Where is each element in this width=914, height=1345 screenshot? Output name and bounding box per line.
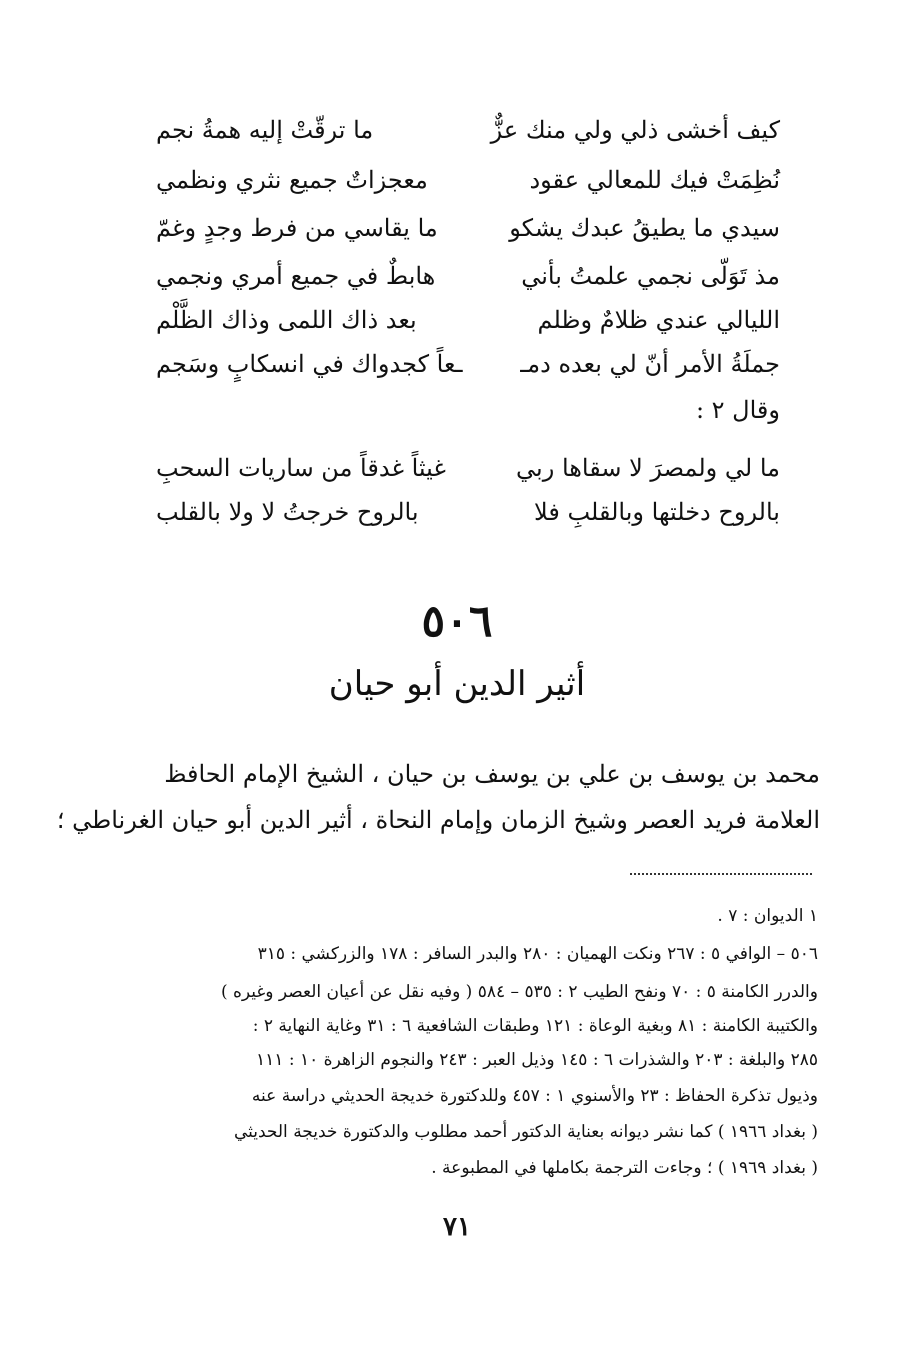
verse-line bbox=[156, 350, 780, 379]
verse-first-hemistich: بالروح دخلتها وبالقلبِ فلا bbox=[534, 498, 780, 526]
verse-second-hemistich: غيثاً غدقاً من ساريات السحبِ bbox=[156, 454, 446, 482]
footnote-line: ٥٠٦ – الوافي ٥ : ٢٦٧ ونكت الهميان : ٢٨٠ والبدر السافر : ١٧٨ والزركشي : ٣١٥ bbox=[257, 944, 818, 964]
verse-line bbox=[156, 116, 780, 145]
footnote-separator bbox=[630, 873, 812, 875]
footnote-line: والدرر الكامنة ٥ : ٧٠ ونفح الطيب ٢ : ٥٣٥ – ٥٨٤ ( وفيه نقل عن أعيان العصر وغيره ) bbox=[220, 982, 818, 1002]
verse-second-hemistich: ما يقاسي من فرط وجدٍ وغمّ bbox=[156, 214, 438, 242]
verse-second-hemistich: بعد ذاك اللمى وذاك الظَّلْم bbox=[156, 306, 417, 334]
verse-first-hemistich: جملَةُ الأمر أنّ لي بعده دمـ bbox=[520, 350, 780, 378]
verse-line bbox=[156, 306, 780, 335]
verse-line bbox=[156, 498, 780, 527]
footnote-line: ( بغداد ١٩٦٩ ) ؛ وجاءت الترجمة بكاملها في المطبوعة . bbox=[431, 1158, 818, 1178]
verse-line bbox=[156, 454, 780, 483]
verse-first-hemistich: سيدي ما يطيقُ عبدك يشكو bbox=[509, 214, 780, 242]
verse-first-hemistich: مذ تَوَلّى نجمي علمتُ بأني bbox=[521, 262, 780, 290]
verse-line bbox=[156, 166, 780, 195]
verse-first-hemistich: كيف أخشى ذلي ولي منك عزٌّ bbox=[490, 116, 780, 144]
biography-line: العلامة فريد العصر وشيخ الزمان وإمام النحاة ، أثير الدين أبو حيان الغرناطي ؛ bbox=[56, 806, 820, 834]
verse-first-hemistich: الليالي عندي ظلامٌ وظلم bbox=[537, 306, 780, 334]
footnote-line: ٢٨٥ والبلغة : ٢٠٣ والشذرات ٦ : ١٤٥ وذيل العبر : ٢٤٣ والنجوم الزاهرة ١٠ : ١١١ bbox=[256, 1050, 818, 1070]
footnote-line: ١ الديوان : ٧ . bbox=[717, 906, 818, 926]
verse-first-hemistich: نُظِمَتْ فيك للمعالي عقود bbox=[529, 166, 780, 194]
biography-line: محمد بن يوسف بن علي بن يوسف بن حيان ، الشيخ الإمام الحافظ bbox=[164, 760, 820, 788]
footnote-line: ( بغداد ١٩٦٦ ) كما نشر ديوانه بعناية الدكتور أحمد مطلوب والدكتورة خديجة الحديثي bbox=[233, 1122, 818, 1142]
verse-second-hemistich: هابطٌ في جميع أمري ونجمي bbox=[156, 262, 436, 290]
poem-intro: وقال ٢ : bbox=[695, 396, 780, 424]
verse-first-hemistich: ما لي ولمصرَ لا سقاها ربي bbox=[516, 454, 780, 482]
footnote-line: والكتيبة الكامنة : ٨١ وبغية الوعاة : ١٢١ وطبقات الشافعية ٦ : ٣١ وغاية النهاية ٢ : bbox=[252, 1016, 818, 1036]
page-number: ٧١ bbox=[443, 1212, 471, 1242]
verse-second-hemistich: معجزاتٌ جميع نثري ونظمي bbox=[156, 166, 428, 194]
verse-line bbox=[156, 262, 780, 291]
footnote-line: وذيول تذكرة الحفاظ : ٢٣ والأسنوي ١ : ٤٥٧ وللدكتورة خديجة الحديثي دراسة عنه bbox=[251, 1086, 818, 1106]
verse-line bbox=[156, 214, 780, 243]
verse-second-hemistich: ما ترقّتْ إليه همةُ نجم bbox=[156, 116, 374, 144]
verse-second-hemistich: ـعاً كجدواك في انسكابٍ وسَجم bbox=[156, 350, 463, 378]
entry-number: ٥٠٦ bbox=[421, 596, 493, 647]
verse-second-hemistich: بالروح خرجتُ لا ولا بالقلب bbox=[156, 498, 419, 526]
entry-title: أثير الدين أبو حيان bbox=[328, 664, 586, 704]
